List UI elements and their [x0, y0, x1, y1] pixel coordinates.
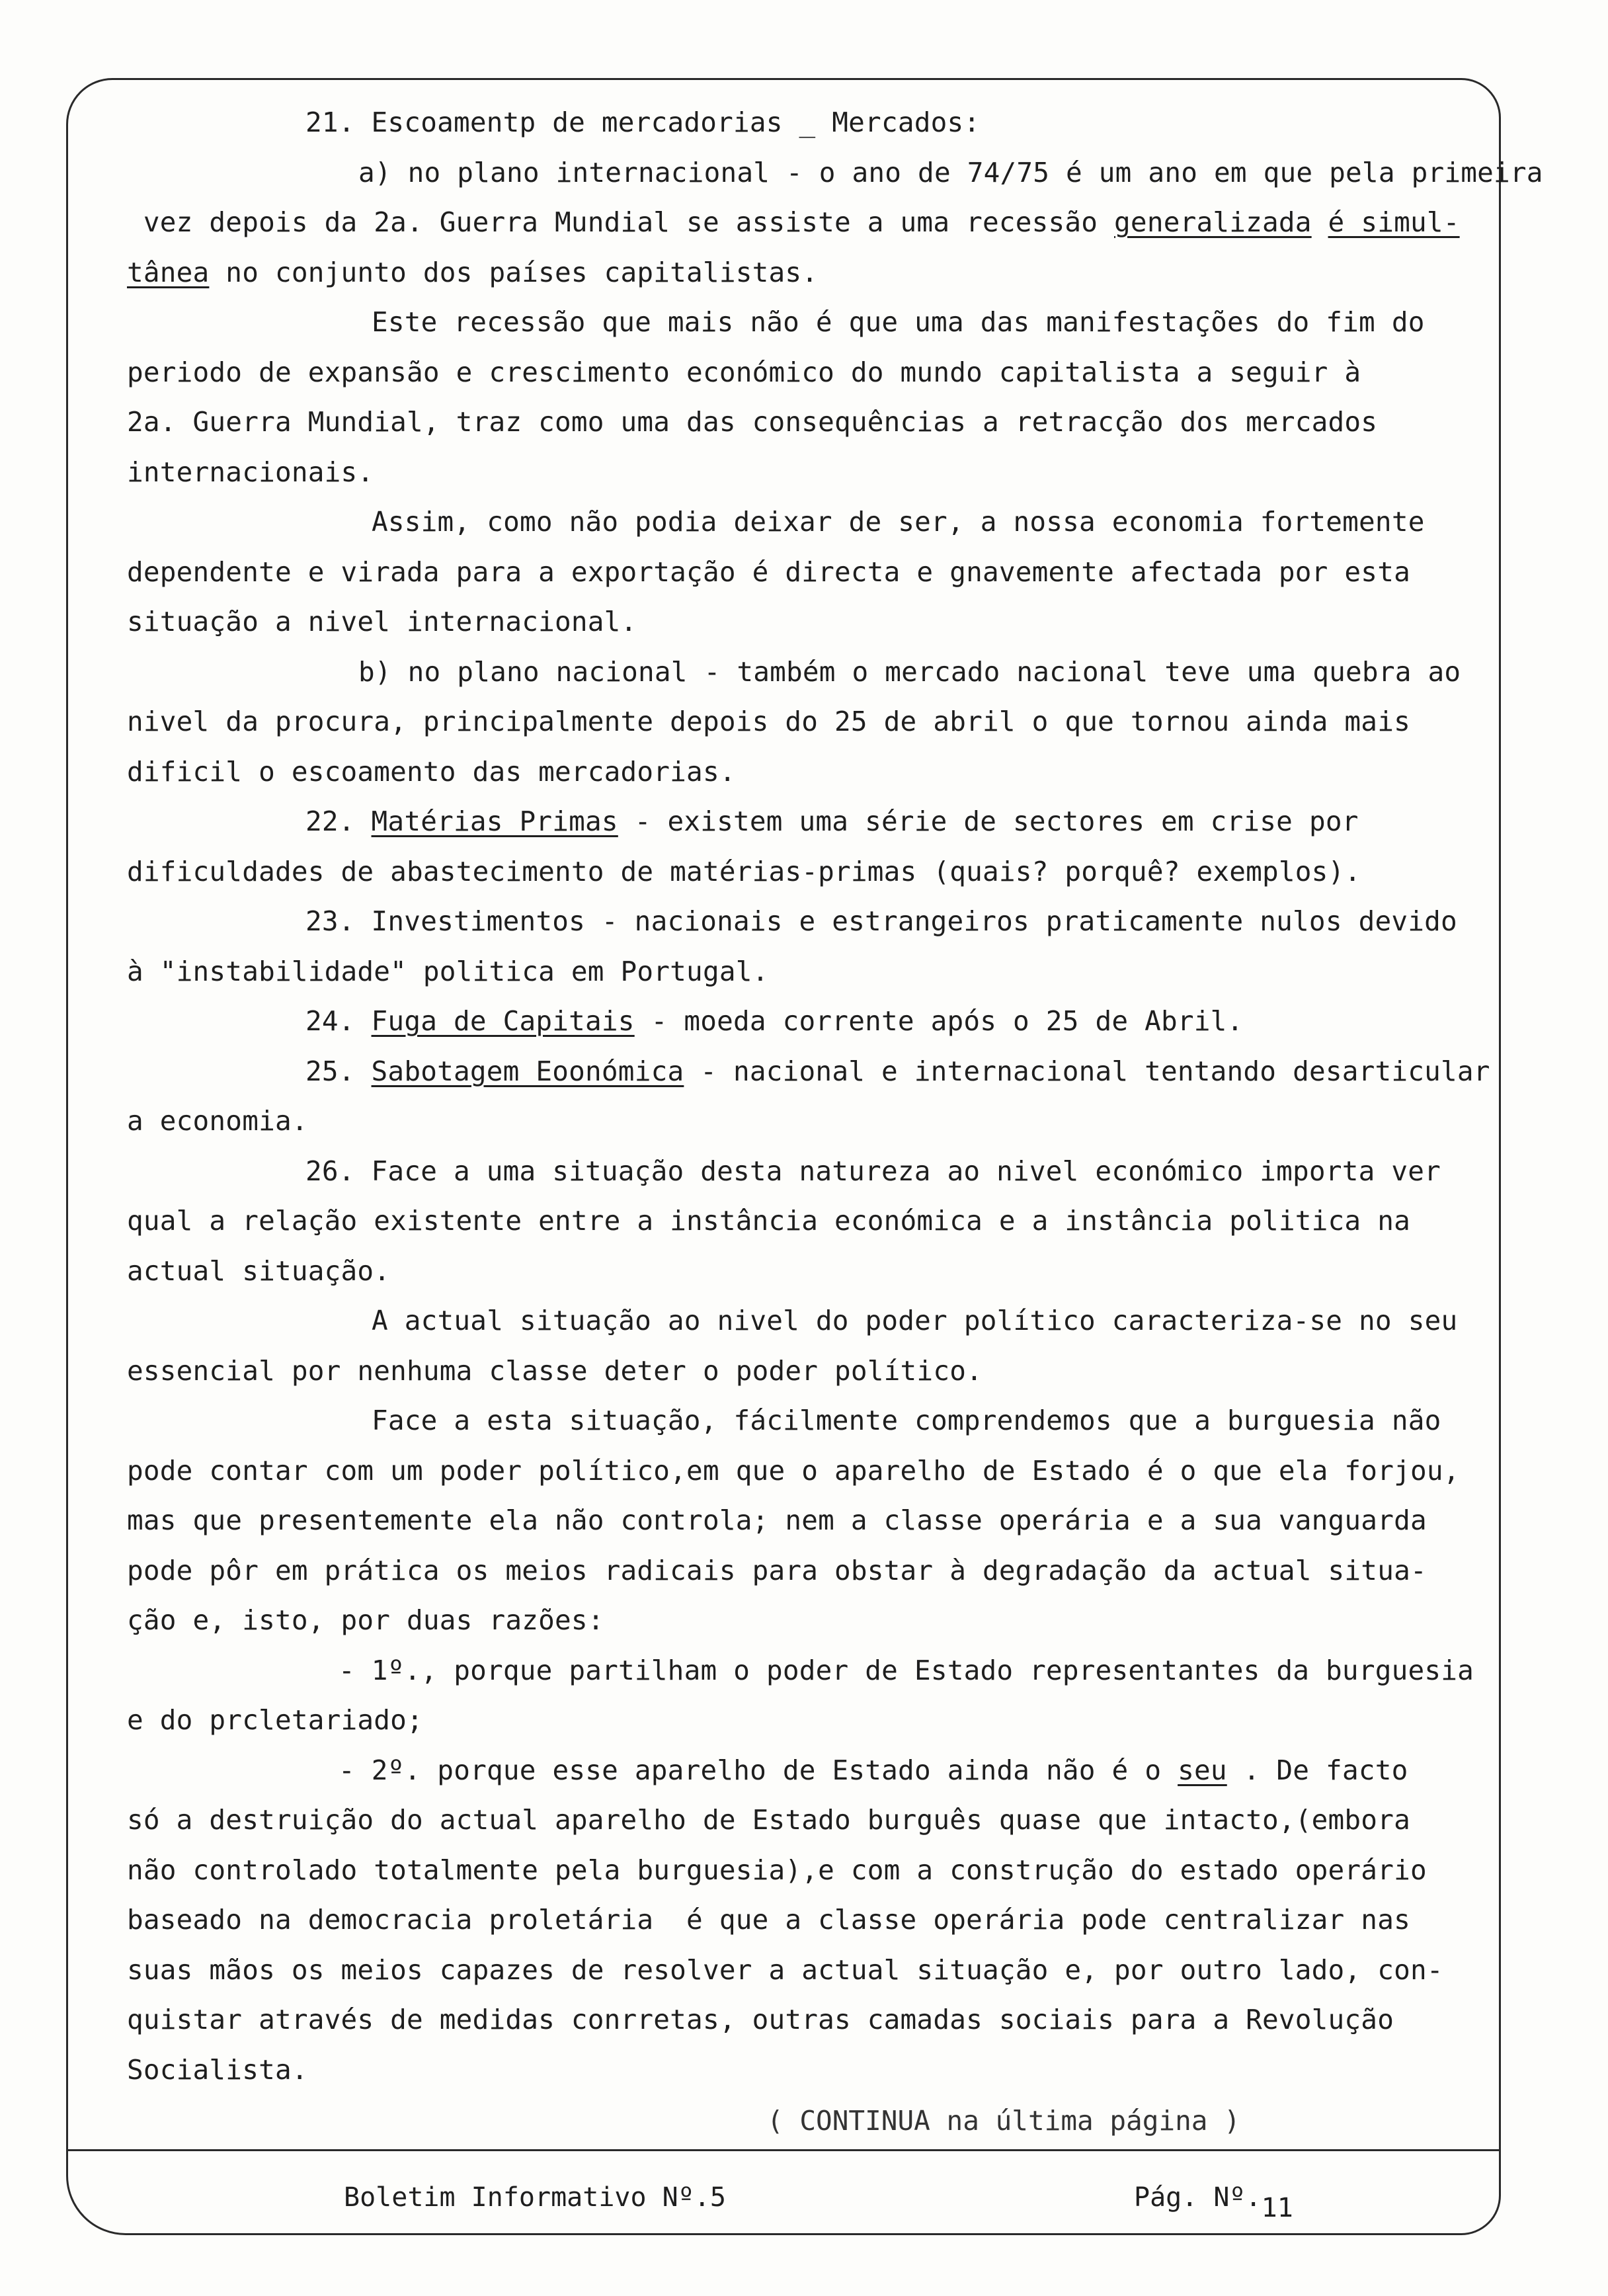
text-line	[127, 1846, 1489, 1896]
text-span: suas mãos os meios capazes de resolver a actual situação e, por outro lado, con-	[127, 1953, 1443, 1986]
text-span: no conjunto dos países capitalistas.	[209, 256, 819, 288]
text-line	[127, 747, 1489, 798]
text-line	[127, 1746, 1489, 1796]
text-line: 21. Escoamentp de mercadorias _ Mercados:	[305, 106, 981, 138]
text-span: Face a esta situação, fácilmente comprendemos que a burguesia não	[372, 1405, 1441, 1436]
text-line	[127, 1946, 1489, 1996]
text-span: periodo de expansão e crescimento económico do mundo capitalista a seguir à	[127, 356, 1361, 388]
text-span: - 2º. porque esse aparelho de Estado ainda não é o	[339, 1754, 1178, 1786]
text-span: a) no plano internacional - o ano de 74/75 é um ano em que pela primeira	[358, 156, 1543, 188]
text-line	[127, 448, 1489, 498]
text-line	[127, 397, 1489, 448]
text-span: 23. Investimentos - nacionais e estrangeiros praticamente nulos devido	[305, 905, 1457, 937]
text-line	[127, 947, 1489, 997]
text-span: - nacional e internacional tentando desarticular	[684, 1055, 1490, 1087]
section-22	[127, 797, 1489, 847]
text-line	[127, 847, 1489, 897]
text-span: vez depois da 2a. Guerra Mundial se assiste a uma recessão	[127, 206, 1115, 238]
underlined-text: Matérias Primas	[371, 805, 618, 837]
text-span: e do prcletariado;	[127, 1704, 423, 1736]
text-line	[127, 1596, 1489, 1646]
text-line	[127, 1895, 1489, 1946]
text-line	[127, 697, 1489, 747]
page-number: 11	[1261, 2193, 1293, 2223]
text-line	[127, 1995, 1489, 2045]
document-body	[127, 98, 1543, 2095]
text-line	[127, 248, 1489, 298]
text-span: baseado na democracia proletária é que a classe operária pode centralizar nas	[127, 1904, 1410, 1936]
text-span: 26. Face a uma situação desta natureza ao nivel económico importa ver	[305, 1155, 1441, 1187]
page-label: Pág. Nº.	[1134, 2182, 1262, 2213]
footer-bulletin: Boletim Informativo Nº.5	[344, 2182, 726, 2213]
text-line	[127, 1646, 1489, 1696]
text-span: - existem uma série de sectores em crise por	[618, 805, 1359, 837]
text-line	[127, 198, 1489, 248]
continua-note: ( CONTINUA na última página )	[767, 2105, 1240, 2137]
text-span: quistar através de medidas conrretas, outras camadas sociais para a Revolução	[127, 2004, 1394, 2035]
text-span: situação a nivel internacional.	[127, 606, 637, 637]
text-span: pode contar com um poder político,em que o aparelho de Estado é o que ela forjou,	[127, 1454, 1460, 1487]
section-21-heading	[127, 98, 1489, 148]
section-26	[127, 1147, 1489, 1197]
text-line	[127, 1446, 1489, 1496]
text-line	[127, 298, 1489, 348]
text-line	[127, 2045, 1489, 2096]
text-span: só a destruição do actual aparelho de Estado burguês quase que intacto,(embora	[127, 1804, 1410, 1836]
text-line	[127, 1496, 1489, 1546]
text-span: a economia.	[127, 1105, 308, 1137]
text-span: Socialista.	[127, 2053, 308, 2086]
underlined-text: Fuga de Capitais	[371, 1005, 635, 1037]
text-line	[127, 497, 1489, 548]
text-line	[127, 1696, 1489, 1746]
text-span: - moeda corrente após o 25 de Abril.	[634, 1005, 1244, 1037]
text-span: dificuldades de abastecimento de matérias-primas (quais? porquê? exemplos).	[127, 855, 1361, 887]
text-span: 2a. Guerra Mundial, traz como uma das consequências a retracção dos mercados	[127, 406, 1378, 438]
text-line	[127, 1346, 1489, 1397]
text-line	[127, 647, 1489, 698]
text-span: actual situação.	[127, 1254, 391, 1287]
text-line	[127, 597, 1489, 647]
text-span: 25.	[305, 1055, 372, 1087]
text-span: nivel da procura, principalmente depois do 25 de abril o que tornou ainda mais	[127, 706, 1410, 737]
text-span: dependente e virada para a exportação é directa e gnavemente afectada por esta	[127, 555, 1410, 588]
section-24	[127, 997, 1489, 1047]
text-span: A actual situação ao nivel do poder político caracteriza-se no seu	[372, 1305, 1458, 1336]
underlined-text: generalizada	[1114, 206, 1312, 238]
text-span: mas que presentemente ela não controla; nem a classe operária e a sua vanguarda	[127, 1504, 1427, 1536]
text-line	[127, 148, 1543, 198]
underlined-text: tânea	[127, 256, 210, 288]
text-span: ção e, isto, por duas razões:	[127, 1604, 604, 1636]
text-span: Assim, como não podia deixar de ser, a nossa economia fortemente	[372, 506, 1425, 538]
footer-divider	[66, 2149, 1501, 2151]
text-span: 22.	[305, 805, 372, 837]
text-span: à "instabilidade" politica em Portugal.	[127, 955, 769, 987]
text-span: qual a relação existente entre a instância económica e a instância politica na	[127, 1205, 1410, 1237]
text-line	[127, 1196, 1489, 1247]
text-span: não controlado totalmente pela burguesia),e com a construção do estado operário	[127, 1854, 1427, 1886]
underlined-text: Sabotagem Eoonómica	[371, 1055, 684, 1087]
text-span: pode pôr em prática os meios radicais para obstar à degradação da actual situa-	[127, 1554, 1427, 1586]
section-23	[127, 897, 1489, 947]
text-span: internacionais.	[127, 456, 374, 488]
text-span: Este recessão que mais não é que uma das manifestações do fim do	[372, 306, 1425, 338]
text-span: dificil o escoamento das mercadorias.	[127, 755, 736, 788]
text-line	[127, 548, 1489, 598]
text-line	[127, 1546, 1489, 1596]
text-line	[127, 1247, 1489, 1297]
text-span	[1312, 206, 1328, 238]
text-span: . De facto	[1226, 1754, 1408, 1786]
text-line	[127, 1096, 1489, 1147]
text-span: - 1º., porque partilham o poder de Estado representantes da burguesia	[339, 1654, 1474, 1686]
text-line	[127, 1296, 1489, 1346]
text-line	[127, 1795, 1489, 1846]
footer-page	[1134, 2182, 1293, 2223]
text-line	[127, 348, 1489, 398]
underlined-text: seu	[1178, 1754, 1227, 1786]
text-span: b) no plano nacional - também o mercado nacional teve uma quebra ao	[358, 655, 1461, 688]
underlined-text: é simul-	[1328, 206, 1460, 238]
section-25	[127, 1047, 1489, 1097]
text-line	[127, 1396, 1489, 1446]
text-span: essencial por nenhuma classe deter o poder político.	[127, 1354, 983, 1387]
text-span: 24.	[305, 1005, 372, 1037]
